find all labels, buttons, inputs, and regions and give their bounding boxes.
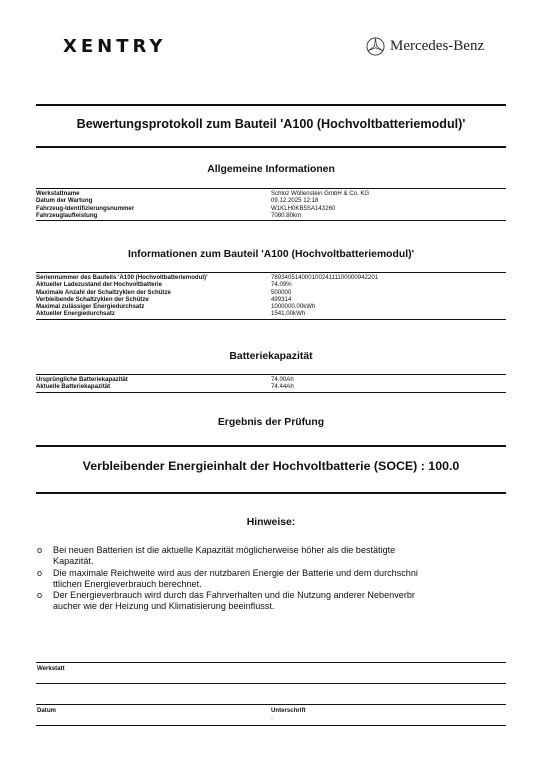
list-item [37,545,507,568]
component-info-table [36,272,506,320]
component-info-heading: Informationen zum Bauteil 'A100 (Hochvoltbatteriemodul)' [127,249,415,260]
table-row [36,205,506,212]
table-row [36,376,506,383]
date-label: Datum [37,707,56,714]
table-row [36,383,506,390]
workshop-label: Werkstatt [37,665,65,672]
brand-name: Mercedes-Benz [390,38,485,54]
general-info-table [36,188,506,221]
row-label: Maximale Anzahl der Schaltzyklen der Schütze [36,288,171,296]
note-line: ttlichen Energieverbrauch berechnet. [53,578,202,589]
result-top-rule [36,445,506,447]
row-value: 09.12.2025 12:18 [271,197,319,205]
table-row [36,289,506,296]
row-value: 78934051400010024111100000942201 [271,274,379,281]
table-row [36,197,506,204]
mercedes-benz-logo [366,37,484,56]
result-heading: Ergebnis der Prüfung [217,417,325,428]
row-value: 74.00Ah [271,376,294,383]
row-value: 7080.80km [271,211,302,219]
signature-label: Unterschrift [271,707,306,714]
row-value: 1541.00kWh [271,310,306,318]
row-label: Ursprüngliche Batteriekapazität [36,376,128,383]
title-top-rule [36,104,506,106]
capacity-table [36,374,506,393]
bullet-icon: o [37,567,43,578]
table-row [36,274,506,281]
row-label: Seriennummer des Bauteils 'A100 (Hochvoltbatteriemodul)' [36,274,208,281]
row-label: Werkstattname [36,190,80,197]
row-value: W1KLH0KB5SA143260 [271,204,336,212]
table-row [36,281,506,288]
result-bottom-rule [36,492,506,494]
capacity-heading: Batteriekapazität [229,351,313,362]
row-label: Fahrzeuglaufleistung [36,211,98,219]
bullet-icon: o [37,545,43,555]
list-item [37,568,507,591]
title-bottom-rule [36,146,506,148]
row-label: Verbleibende Schaltzyklen der Schütze [36,295,149,303]
signature-placeholder: - [271,716,273,722]
row-value: 74.44Ah [271,383,294,391]
notes-heading: Hinweise: [246,517,296,528]
note-line: Der Energieverbrauch wird durch das Fahrverhalten und die Nutzung anderer Nebenverbr [53,590,415,601]
row-value: 74.09% [271,281,292,289]
note-line: Die maximale Reichweite wird aus der nutzbaren Energie der Batterie und dem durchschni [53,567,418,578]
row-label: Maximal zulässiger Energiedurchsatz [36,303,145,311]
date-signature-field [36,704,506,726]
note-line: Kapazität. [53,556,94,567]
row-label: Aktueller Ladezustand der Hochvoltbatterie [36,281,162,289]
table-row [36,310,506,317]
row-value: Schloz Wöllenstein GmbH & Co. KG [271,190,370,197]
mercedes-star-icon [366,37,385,56]
note-line: Bei neuen Batterien ist die aktuelle Kapazität möglicherweise höher als die bestätigte [53,545,396,555]
general-info-heading: Allgemeine Informationen [207,164,335,175]
note-line: aucher wie der Heizung und Klimatisierung beeinflusst. [53,601,275,612]
bullet-icon: o [37,590,43,601]
row-label: Aktueller Energiedurchsatz [36,310,115,318]
workshop-field [36,662,506,684]
row-value: 1000000.00kWh [271,303,316,311]
document-title: Bewertungsprotokoll zum Bauteil 'A100 (Hochvoltbatteriemodul)' [76,117,466,131]
notes-list [37,545,507,613]
xentry-logo: XENTRY [63,36,167,57]
row-value: 499314 [271,295,292,303]
table-row [36,303,506,310]
row-value: 500000 [271,288,292,296]
table-row [36,190,506,197]
list-item [37,590,507,613]
table-row [36,212,506,219]
row-label: Aktuelle Batteriekapazität [36,383,111,391]
table-row [36,296,506,303]
row-label: Fahrzeug-Identifizierungsnummer [36,204,135,212]
row-label: Datum der Wartung [36,197,93,205]
soce-result: Verbleibender Energieinhalt der Hochvoltbatterie (SOCE) : 100.0 [82,459,460,473]
